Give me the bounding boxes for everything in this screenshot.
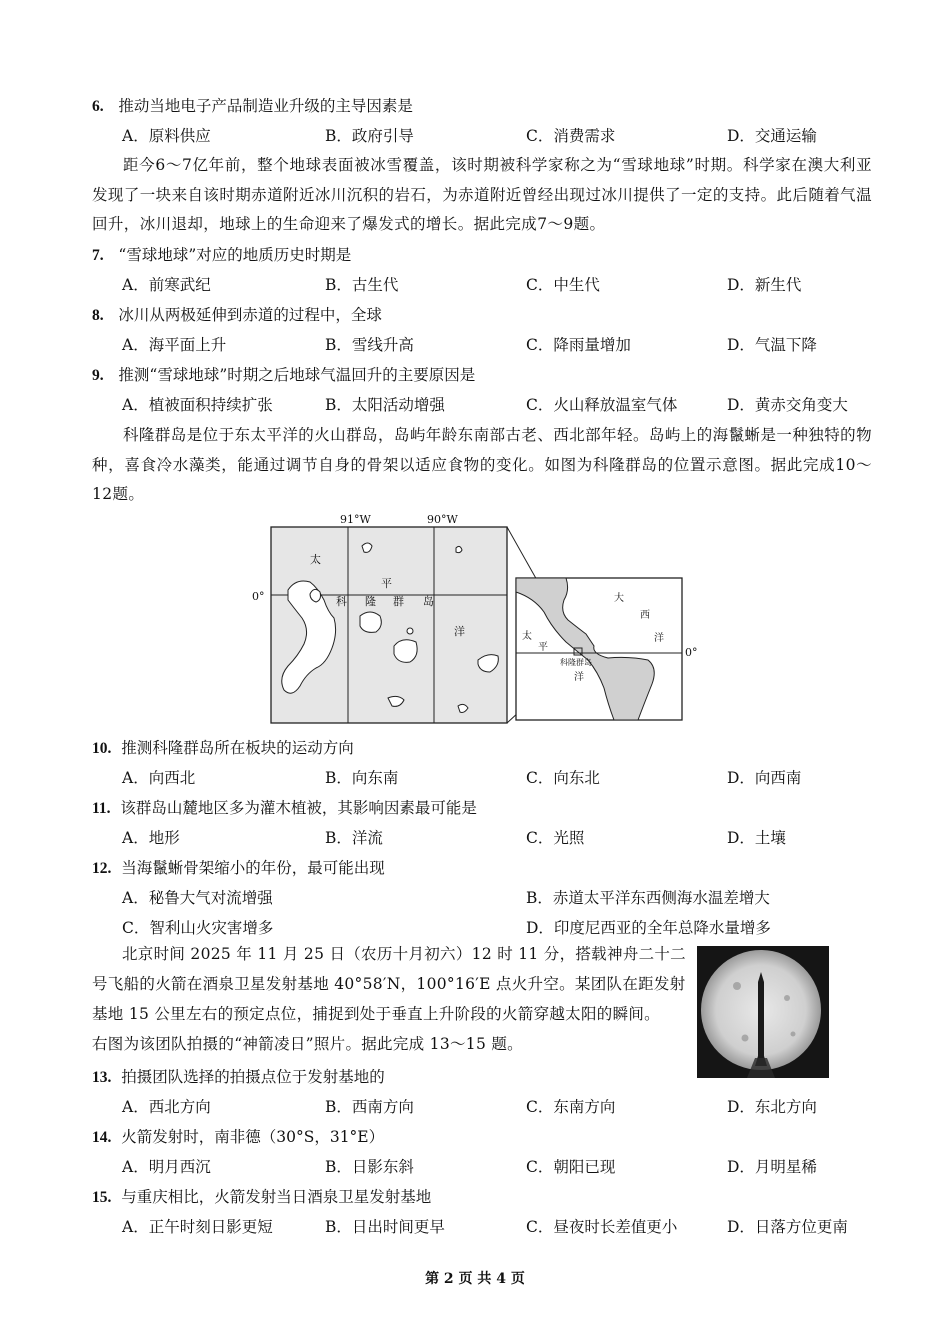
- q6-stem: [92, 96, 413, 117]
- inset-label-tai: 太: [522, 631, 532, 642]
- island-north-2: [456, 546, 462, 552]
- q15-stem: [92, 1187, 431, 1208]
- q15-option-d[interactable]: D．日落方位更南: [727, 1218, 848, 1236]
- passage3-line-4: 右图为该团队拍摄的“神箭凌日”照片。据此完成 13～15 题。: [92, 1035, 523, 1053]
- q9-number: 9.: [92, 367, 104, 384]
- q14-option-a[interactable]: A．明月西沉: [122, 1158, 211, 1176]
- q11-text: 该群岛山麓地区多为灌木植被，其影响因素最可能是: [120, 799, 477, 817]
- q11-option-d[interactable]: D．土壤: [727, 829, 786, 847]
- q13-option-c[interactable]: C．东南方向: [526, 1098, 616, 1116]
- map-label-qun: 群: [393, 595, 404, 608]
- q15-number: 15.: [92, 1189, 112, 1206]
- q12-option-a[interactable]: A．秘鲁大气对流增强: [122, 889, 273, 907]
- q12-option-b[interactable]: B．赤道太平洋东西侧海水温差增大: [526, 889, 770, 907]
- q14-text: 火箭发射时，南非德（30°S，31°E）: [121, 1128, 385, 1146]
- q11-option-b[interactable]: B．洋流: [325, 829, 383, 847]
- q10-number: 10.: [92, 740, 112, 757]
- q9-option-a[interactable]: A．植被面积持续扩张: [122, 396, 273, 414]
- inset-label-xi: 西: [640, 610, 650, 621]
- q15-option-c[interactable]: C．昼夜时长差值更小: [526, 1218, 678, 1236]
- sunspot: [742, 1035, 749, 1042]
- q9-text: 推测“雪球地球”时期之后地球气温回升的主要原因是: [118, 366, 476, 384]
- island-small: [407, 628, 413, 634]
- q7-option-c[interactable]: C．中生代: [526, 276, 600, 294]
- q10-stem: [92, 738, 354, 759]
- q6-option-c[interactable]: C．消费需求: [526, 127, 616, 145]
- sunspot: [733, 982, 741, 990]
- q8-option-b[interactable]: B．雪线升高: [325, 336, 414, 354]
- map-lon-90w: 90°W: [427, 513, 458, 526]
- sunspot: [784, 995, 790, 1001]
- inset-label-atl-yang: 洋: [654, 633, 664, 644]
- q6-text: 推动当地电子产品制造业升级的主导因素是: [118, 97, 413, 115]
- map-label-tai: 太: [310, 553, 321, 566]
- q11-option-c[interactable]: C．光照: [526, 829, 585, 847]
- q14-stem: [92, 1127, 384, 1148]
- q11-stem: [92, 798, 477, 819]
- island-santiago: [360, 612, 381, 632]
- inset-label-ping: 平: [538, 642, 548, 653]
- passage-galapagos: 科隆群岛是位于东太平洋的火山群岛，岛屿年龄东南部古老、西北部年轻。岛屿上的海鬣蜥是一种独特的物种，喜食冷水藻类，能通过调节自身的骨架以适应食物的变化。如图为科隆群岛的位置示意图。据此完成10～12题。: [92, 426, 872, 504]
- inset-label-yang: 洋: [574, 672, 584, 683]
- q9-stem: [92, 365, 475, 386]
- q10-option-b[interactable]: B．向东南: [325, 769, 399, 787]
- passage3-line-2: 号飞船的火箭在酒泉卫星发射基地 40°58′N，100°16′E 点火升空。某团队在距发射: [92, 975, 686, 993]
- q8-stem: [92, 305, 382, 326]
- q11-option-a[interactable]: A．地形: [122, 829, 180, 847]
- island-santa-cruz: [394, 640, 417, 663]
- q8-option-d[interactable]: D．气温下降: [727, 336, 817, 354]
- q15-text: 与重庆相比，火箭发射当日酒泉卫星发射基地: [121, 1188, 432, 1206]
- q12-stem: [92, 858, 385, 879]
- map-label-ping: 平: [381, 577, 392, 590]
- passage3-line-3: 基地 15 公里左右的预定点位，捕捉到处于垂直上升阶段的火箭穿越太阳的瞬间。: [92, 1005, 660, 1023]
- q10-option-d[interactable]: D．向西南: [727, 769, 802, 787]
- q14-number: 14.: [92, 1129, 112, 1146]
- q6-option-b[interactable]: B．政府引导: [325, 127, 414, 145]
- q15-option-a[interactable]: A．正午时刻日影更短: [122, 1218, 273, 1236]
- q8-number: 8.: [92, 307, 104, 324]
- q14-option-c[interactable]: C．朝阳已现: [526, 1158, 616, 1176]
- q14-option-b[interactable]: B．日影东斜: [325, 1158, 414, 1176]
- q15-option-b[interactable]: B．日出时间更早: [325, 1218, 445, 1236]
- q12-number: 12.: [92, 860, 112, 877]
- inset-label-islands: 科隆群岛: [560, 658, 592, 667]
- q8-option-a[interactable]: A．海平面上升: [122, 336, 227, 354]
- q7-number: 7.: [92, 247, 104, 264]
- q8-text: 冰川从两极延伸到赤道的过程中，全球: [118, 306, 382, 324]
- map-lat-0-left: 0°: [252, 590, 265, 603]
- q13-option-a[interactable]: A．西北方向: [122, 1098, 211, 1116]
- inset-label-da: 大: [614, 593, 624, 604]
- sunspot: [791, 1032, 796, 1037]
- map-label-yang: 洋: [454, 625, 465, 638]
- q6-number: 6.: [92, 98, 104, 115]
- rocket-transit-sun-photo: [697, 946, 829, 1078]
- q10-option-c[interactable]: C．向东北: [526, 769, 600, 787]
- q13-option-d[interactable]: D．东北方向: [727, 1098, 817, 1116]
- passage3-line-1: 北京时间 2025 年 11 月 25 日（农历十月初六）12 时 11 分，搭载神舟二十二: [122, 945, 686, 963]
- q10-option-a[interactable]: A．向西北: [122, 769, 196, 787]
- passage-snowball-earth: 距今6～7亿年前，整个地球表面被冰雪覆盖，该时期被科学家称之为“雪球地球”时期。科学家在澳大利亚发现了一块来自该时期赤道附近冰川沉积的岩石，为赤道附近曾经出现过冰川提供了一定的支持。此后随着气温回升，冰川退却，地球上的生命迎来了爆发式的增长。据此完成7～9题。: [92, 156, 872, 234]
- q12-option-c[interactable]: C．智利山火灾害增多: [122, 919, 274, 937]
- q7-option-a[interactable]: A．前寒武纪: [122, 276, 211, 294]
- q7-text: “雪球地球”对应的地质历史时期是: [118, 246, 352, 264]
- map-lat-0-right: 0°: [685, 646, 698, 659]
- q14-option-d[interactable]: D．月明星稀: [727, 1158, 817, 1176]
- page-footer: 第 2 页 共 4 页: [425, 1271, 525, 1287]
- map-label-long: 隆: [365, 595, 376, 608]
- q12-text: 当海鬣蜥骨架缩小的年份，最可能出现: [121, 859, 385, 877]
- q13-option-b[interactable]: B．西南方向: [325, 1098, 414, 1116]
- q9-option-b[interactable]: B．太阳活动增强: [325, 396, 445, 414]
- q9-option-c[interactable]: C．火山释放温室气体: [526, 396, 678, 414]
- q11-number: 11.: [92, 800, 111, 817]
- q9-option-d[interactable]: D．黄赤交角变大: [727, 396, 848, 414]
- q7-option-b[interactable]: B．古生代: [325, 276, 399, 294]
- q7-stem: [92, 245, 351, 266]
- map-label-ke: 科: [336, 595, 347, 608]
- q6-option-a[interactable]: A．原料供应: [122, 127, 211, 145]
- q12-option-d[interactable]: D．印度尼西亚的全年总降水量增多: [526, 919, 771, 937]
- q6-option-d[interactable]: D．交通运输: [727, 127, 817, 145]
- q13-number: 13.: [92, 1069, 112, 1086]
- map-label-dao: 岛: [423, 595, 434, 608]
- galapagos-location-map: [248, 508, 708, 726]
- q10-text: 推测科隆群岛所在板块的运动方向: [121, 739, 354, 757]
- map-lon-91w: 91°W: [340, 513, 371, 526]
- q13-text: 拍摄团队选择的拍摄点位于发射基地的: [121, 1068, 385, 1086]
- q7-option-d[interactable]: D．新生代: [727, 276, 802, 294]
- q8-option-c[interactable]: C．降雨量增加: [526, 336, 631, 354]
- q13-stem: [92, 1067, 385, 1088]
